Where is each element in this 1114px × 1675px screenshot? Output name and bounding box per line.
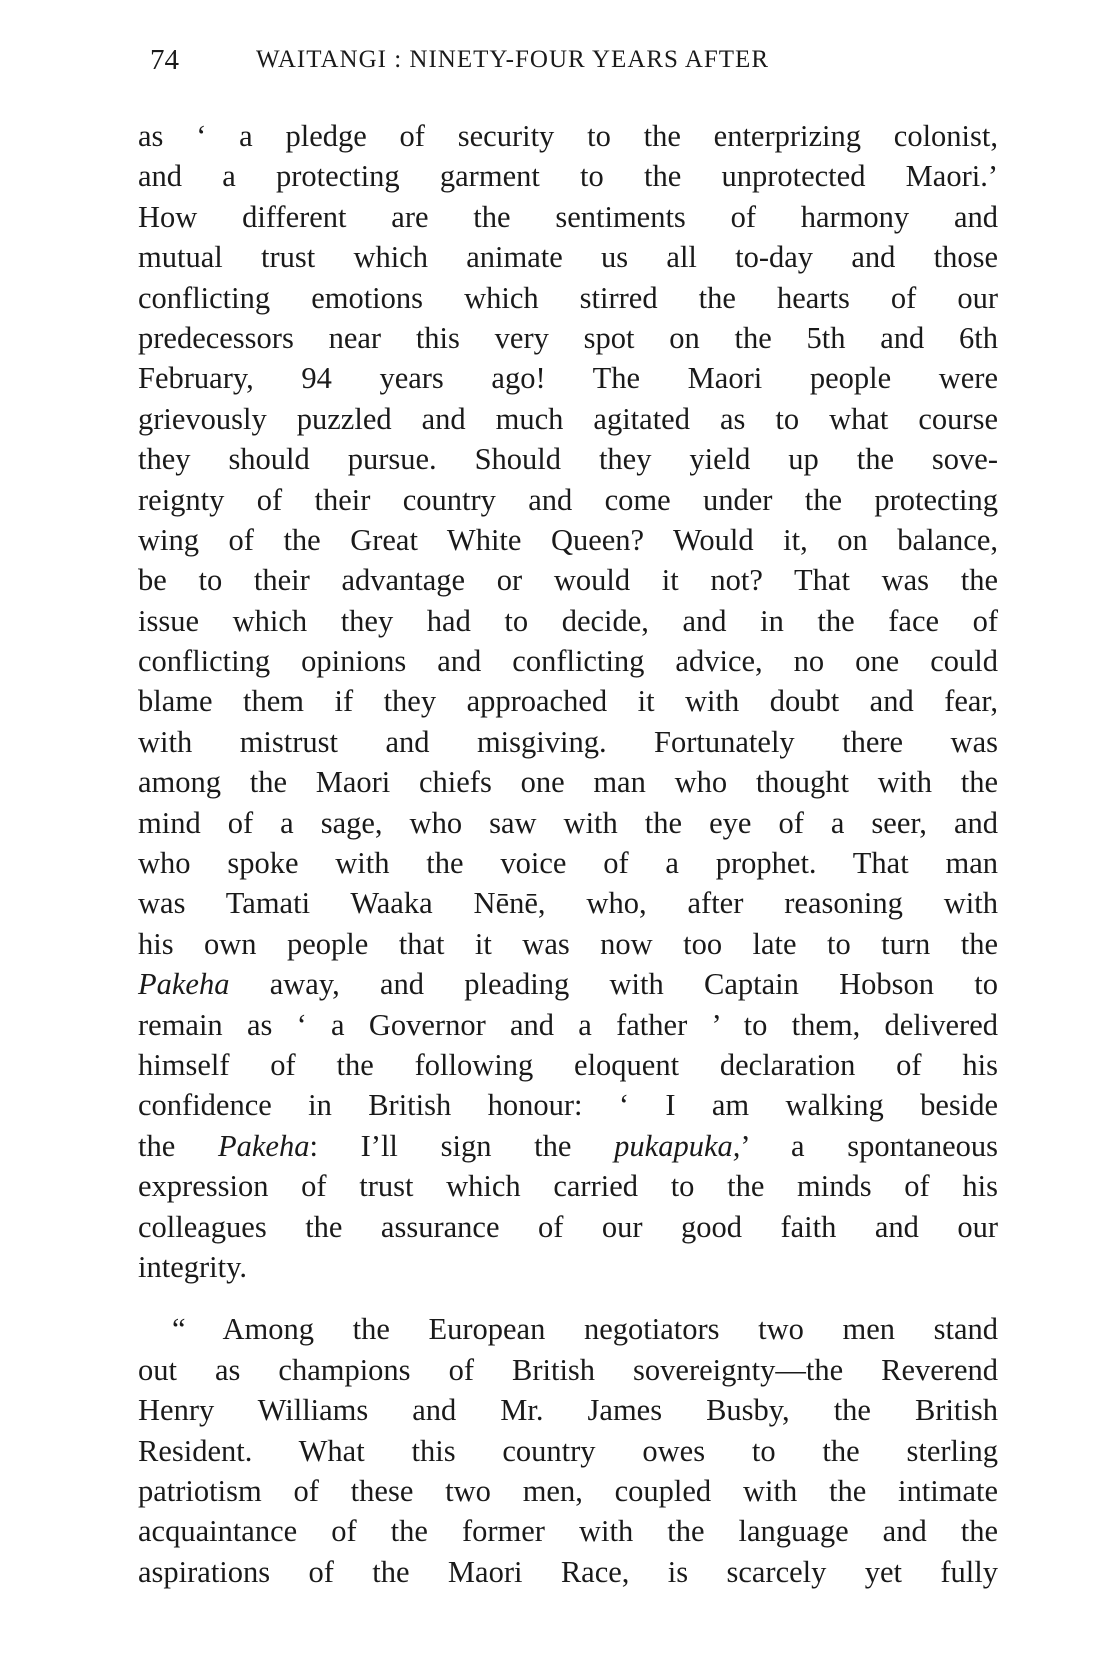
text-segment: away, and pleading with Captain Hobson to <box>229 967 998 1002</box>
text-line: wing of the Great White Queen? Would it, on balance, <box>138 522 998 557</box>
body-text <box>138 116 998 1592</box>
text-line: “ Among the European negotiators two men stand <box>172 1312 998 1347</box>
text-line: be to their advantage or would it not? That was the <box>138 563 998 598</box>
text-segment: ’ a spontaneous <box>740 1128 999 1163</box>
paragraph-1 <box>138 116 998 1287</box>
text-line: and a protecting garment to the unprotected Maori.’ <box>138 159 998 194</box>
text-line: predecessors near this very spot on the 5th and 6th <box>138 320 998 355</box>
text-line: acquaintance of the former with the language and the <box>138 1514 998 1549</box>
text-line: expression of trust which carried to the minds of his <box>138 1169 998 1204</box>
text-line: grievously puzzled and much agitated as to what course <box>138 401 998 436</box>
running-title: WAITANGI : NINETY-FOUR YEARS AFTER <box>256 46 770 73</box>
text-line: issue which they had to decide, and in the face of <box>138 603 998 638</box>
paragraph-2 <box>138 1309 998 1592</box>
text-line: as ‘ a pledge of security to the enterprizing colonist, <box>138 119 998 153</box>
text-line: blame them if they approached it with doubt and fear, <box>138 684 998 719</box>
italic-word: Pakeha <box>138 967 230 1002</box>
text-line: out as champions of British sovereignty—the Reverend <box>138 1352 998 1387</box>
text-line: among the Maori chiefs one man who thought with the <box>138 765 998 800</box>
text-line: integrity. <box>138 1249 247 1284</box>
text-line: Resident. What this country owes to the sterling <box>138 1433 998 1468</box>
running-header <box>150 44 970 84</box>
text-segment: the <box>138 1128 218 1163</box>
page-number: 74 <box>150 44 179 76</box>
text-line: they should pursue. Should they yield up the sove- <box>138 442 998 477</box>
paragraph-gap <box>138 1287 998 1309</box>
text-line: How different are the sentiments of harmony and <box>138 199 998 234</box>
italic-word: Pakeha <box>217 1128 310 1163</box>
text-line <box>138 964 998 1004</box>
text-line: with mistrust and misgiving. Fortunately there was <box>138 724 998 759</box>
text-line: patriotism of these two men, coupled with the intimate <box>138 1473 998 1508</box>
text-line: confidence in British honour: ‘ I am walking beside <box>138 1088 998 1123</box>
text-line: conflicting opinions and conflicting advice, no one could <box>138 644 998 679</box>
text-line: aspirations of the Maori Race, is scarcely yet fully <box>138 1554 998 1589</box>
text-line: reignty of their country and come under the protecting <box>138 482 998 517</box>
text-line <box>138 1126 998 1166</box>
text-line: himself of the following eloquent declaration of his <box>138 1047 998 1082</box>
text-line: colleagues the assurance of our good faith and our <box>138 1209 998 1244</box>
text-line: was Tamati Waaka Nēnē, who, after reasoning with <box>138 886 998 921</box>
text-line: February, 94 years ago! The Maori people were <box>138 361 998 396</box>
text-line: Henry Williams and Mr. James Busby, the British <box>138 1393 998 1428</box>
text-line: his own people that it was now too late to turn the <box>138 926 998 961</box>
text-line: remain as ‘ a Governor and a father ’ to them, delivered <box>138 1007 998 1042</box>
italic-word: pukapuka, <box>614 1128 741 1163</box>
text-line: who spoke with the voice of a prophet. That man <box>138 846 998 881</box>
text-line: conflicting emotions which stirred the hearts of our <box>138 280 998 315</box>
text-line: mutual trust which animate us all to-day and those <box>138 240 998 275</box>
text-segment: : I’ll sign the <box>309 1128 615 1163</box>
text-line: mind of a sage, who saw with the eye of a seer, and <box>138 805 998 840</box>
